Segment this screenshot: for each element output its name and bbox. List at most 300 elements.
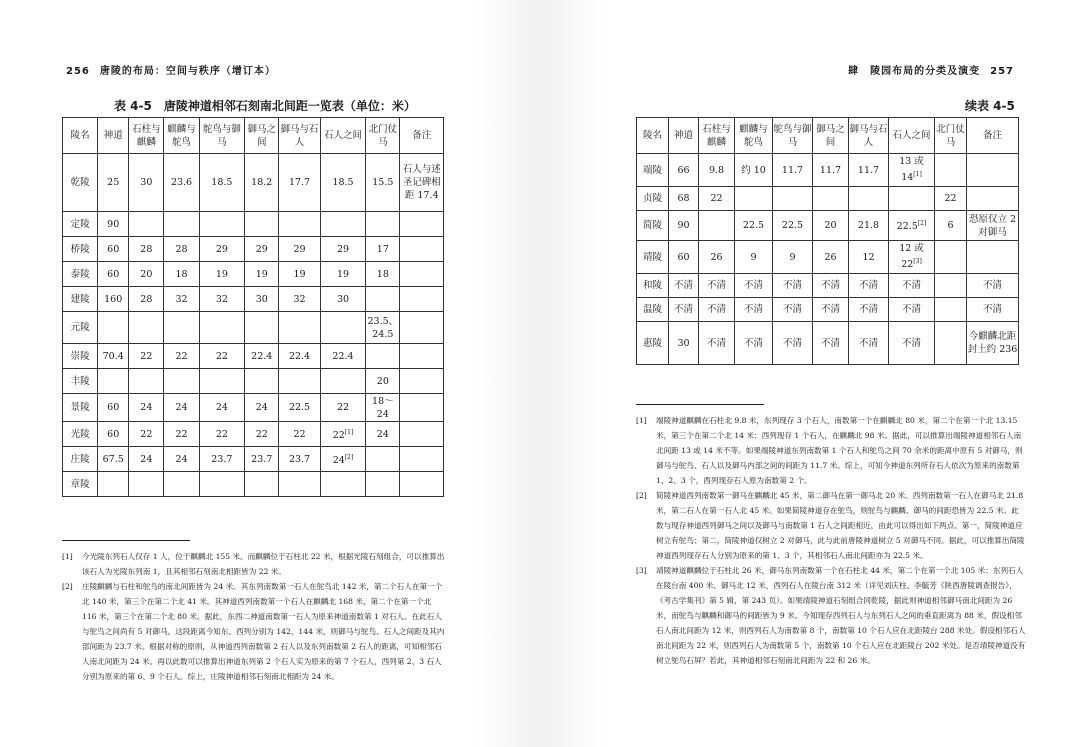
cell-value: 24 (175, 453, 188, 465)
cell-value: 70.4 (102, 350, 124, 362)
table-cell (967, 322, 1019, 365)
table-row (63, 237, 444, 262)
table-cell (164, 212, 199, 237)
cell-value: 60 (107, 268, 120, 280)
table-row (63, 212, 444, 237)
cell-value: 21.8 (857, 220, 880, 231)
table-cell (400, 394, 444, 422)
left-header-text: 唐陵的布局：空间与秩序（增订本） (99, 66, 276, 77)
cell-value: 22 (215, 428, 228, 440)
table-cell (669, 154, 699, 187)
tomb-name-cell (63, 262, 98, 287)
column-header: 神道 (669, 118, 699, 154)
table-cell (199, 344, 245, 369)
table-cell (279, 262, 320, 287)
cell-value: 不清 (820, 280, 840, 291)
table-row (63, 447, 444, 472)
cell-value: 23.5、24.5 (367, 315, 399, 340)
cell-value: 靖陵 (642, 251, 662, 263)
tomb-name-cell (637, 322, 669, 365)
table-cell (366, 344, 400, 369)
cell-value: 不清 (782, 337, 802, 349)
table-row (637, 211, 1019, 241)
cell-value: 不清 (820, 304, 840, 315)
right-page-number: 257 (990, 66, 1014, 77)
cell-value: 160 (104, 293, 123, 305)
continued-table-header-row (637, 118, 1019, 154)
tomb-name-cell (63, 287, 98, 312)
cell-value: 丰陵 (70, 375, 90, 387)
table-cell (320, 447, 366, 472)
footnote (636, 563, 1026, 668)
cell-value: 22 (944, 193, 957, 204)
table-cell (164, 344, 199, 369)
cell-value: 24 (140, 402, 153, 413)
right-page (540, 0, 1080, 747)
cell-value: 22.4 (332, 350, 354, 362)
table-cell (98, 262, 129, 287)
table-row (637, 154, 1019, 187)
table-cell (669, 241, 699, 274)
table-cell (98, 154, 129, 212)
table-cell (164, 472, 199, 497)
cell-value: 30 (336, 293, 350, 305)
table-cell (245, 262, 279, 287)
column-header: 御马之间 (813, 118, 849, 154)
table-cell (245, 447, 279, 472)
cell-value: 30 (255, 293, 268, 305)
table-cell (366, 237, 400, 262)
cell-value: 12 (862, 251, 875, 263)
table-cell (245, 344, 279, 369)
table-cell (98, 422, 129, 447)
table-cell (400, 344, 444, 369)
cell-value: 17 (376, 243, 389, 255)
table-cell (245, 287, 279, 312)
cell-value: 29 (293, 243, 306, 255)
table-cell (669, 322, 699, 365)
table-row (63, 394, 444, 422)
cell-value: 22 (293, 428, 306, 440)
cell-value: 28 (140, 243, 153, 255)
table-cell (164, 369, 199, 394)
cell-value: 25 (107, 177, 120, 188)
table-cell (889, 241, 935, 274)
footnote-ref: [1] (913, 171, 922, 179)
cell-value: 端陵 (642, 164, 662, 176)
table-cell (164, 154, 199, 212)
table-cell (366, 422, 400, 447)
cell-value: 23.7 (211, 453, 233, 465)
table-cell (245, 472, 279, 497)
column-header: 北门仗马 (935, 118, 967, 154)
cell-value: 23.6 (170, 177, 193, 188)
cell-value: 和陵 (642, 280, 662, 291)
tomb-name-cell (637, 298, 669, 322)
left-page-number: 256 (66, 66, 90, 77)
cell-value: 29 (336, 243, 350, 255)
cell-value: 30 (677, 337, 690, 349)
tomb-name-cell (63, 212, 98, 237)
table-cell (935, 154, 967, 187)
table-cell (279, 212, 320, 237)
cell-value: 28 (175, 243, 188, 255)
footnote-text: 端陵神道麒麟在石柱北 9.8 米，东列现存 3 个石人，南数第一个在麒麟北 80 米，第二个在第一个北 13.15 米，第三个在第二个北 14 米；西列现存 1 个石人，在麒麟北 98 米。据此，可以推算出端陵神道相邻石人南北间距 13 或 14 米不等。如果端陵神道东列南数第 1 个石人和鸵鸟之间 70 余米的距离中原有 5 对御马，则御马与鸵鸟、石人以及御马内部之间的间距为 11.7 米。综上，可知今神道东列所存石人依次为原来的南数第 1、2、3 个，西列现存石人原为南数第 2 个。 (656, 416, 1023, 485)
cell-value: 18 (376, 268, 389, 280)
table-cell (699, 211, 735, 241)
table-cell (400, 237, 444, 262)
cell-value: 22 (710, 193, 723, 204)
table-cell (735, 187, 773, 211)
table-row (63, 287, 444, 312)
table-cell (98, 394, 129, 422)
table-cell (813, 241, 849, 274)
cell-value: 67.5 (102, 453, 124, 465)
distance-table (62, 117, 444, 497)
cell-value: 乾陵 (70, 177, 90, 188)
table-cell (849, 322, 889, 365)
cell-value: 20 (824, 220, 837, 231)
cell-value: 18～24 (372, 395, 394, 420)
cell-value: 不清 (743, 280, 763, 291)
table-cell (935, 187, 967, 211)
cell-value: 60 (677, 251, 690, 263)
table-cell (279, 447, 320, 472)
column-header: 石柱与麒麟 (129, 118, 164, 154)
table-cell (669, 274, 699, 298)
table-cell (967, 298, 1019, 322)
cell-value: 11.7 (781, 164, 804, 176)
table-cell (366, 472, 400, 497)
table-cell (98, 237, 129, 262)
table-cell (199, 312, 245, 344)
cell-value: 光陵 (70, 428, 90, 440)
column-header: 陵名 (63, 118, 98, 154)
column-header: 御马与石人 (849, 118, 889, 154)
table-cell (967, 241, 1019, 274)
cell-value: 崇陵 (70, 350, 90, 362)
cell-value: 不清 (782, 280, 802, 291)
footnote-text: 简陵神道西列南数第一御马在麒麟北 45 米，第二御马在第一御马北 20 米。西列南数第一石人在御马北 21.8 米，第二石人在第一石人北 45 米。如果简陵神道存在鸵鸟，则鸵鸟与麒麟、御马的间距恐皆为 22.5 米。此数与现存神道西列御马之间以及御马与南数第 1 石人之间距相近，由此可以得出如下两点。第一，简陵神道应树立有鸵鸟；第二，简陵神道仅树立 2 对御马，此与此前唐陵神道树立 5 对御马不同。据此，可以推算出简陵神道西列现存石人分别为原来的第 1、3 个，其相邻石人南北间距亦为 22.5 米。 (656, 491, 1025, 560)
table-cell (849, 274, 889, 298)
tomb-name-cell (63, 472, 98, 497)
cell-value: 60 (107, 402, 120, 413)
tomb-name-cell (637, 211, 669, 241)
cell-value: 石人与述圣记碑相距 17.4 (402, 164, 441, 201)
cell-value: 18.2 (251, 177, 273, 188)
cell-value: 26 (710, 251, 723, 263)
cell-value: 9.8 (708, 164, 725, 176)
cell-value: 不清 (982, 304, 1002, 315)
table-cell (400, 212, 444, 237)
table-cell (279, 369, 320, 394)
footnote-text: 今光陵东列石人仅存 1 人，位于麒麟北 155 米。而麒麟位于石柱北 22 米，根据光陵石刻组合，可以推算出该石人为光陵东列南 1，且其相邻石刻南北相距皆为 22 米。 (82, 552, 445, 576)
table-cell (245, 369, 279, 394)
column-header: 神道 (98, 118, 129, 154)
footnote (62, 549, 447, 579)
table-cell (849, 298, 889, 322)
table-cell (889, 322, 935, 365)
table-cell (320, 369, 366, 394)
table-cell (400, 262, 444, 287)
table-cell (889, 298, 935, 322)
table-cell (967, 154, 1019, 187)
footnote (62, 579, 447, 684)
cell-value: 不清 (706, 337, 726, 349)
table-cell (320, 422, 366, 447)
cell-value: 32 (175, 293, 188, 305)
table-cell (813, 274, 849, 298)
table-cell (129, 237, 164, 262)
cell-value: 28 (140, 293, 153, 305)
table-cell (735, 154, 773, 187)
table-cell (366, 262, 400, 287)
table-row (63, 262, 444, 287)
cell-value: 不清 (782, 304, 802, 315)
cell-value: 23.7 (251, 453, 273, 465)
table-cell (967, 211, 1019, 241)
footnote-rule (62, 540, 190, 541)
continued-distance-table (636, 117, 1019, 365)
table-cell (773, 274, 813, 298)
tomb-name-cell (637, 241, 669, 274)
column-header: 备注 (400, 118, 444, 154)
footnote-ref: [3] (913, 258, 922, 266)
footnote (636, 488, 1026, 563)
table-cell (366, 312, 400, 344)
cell-value: 60 (107, 428, 120, 440)
table-cell (669, 211, 699, 241)
cell-value: 6 (947, 220, 954, 231)
table-cell (199, 472, 245, 497)
table-cell (279, 422, 320, 447)
cell-value: 不清 (706, 280, 726, 291)
table-cell (245, 312, 279, 344)
cell-value: 24 (255, 402, 268, 413)
cell-value: 24 (140, 453, 153, 465)
cell-value: 22 (140, 350, 153, 362)
cell-value: 19 (293, 268, 306, 280)
cell-value: 今麒麟北距封土约 236 (967, 331, 1018, 355)
table-cell (773, 187, 813, 211)
cell-value: 22 (215, 350, 228, 362)
table-cell (400, 154, 444, 212)
column-header: 鸵鸟与御马 (773, 118, 813, 154)
tomb-name-cell (637, 154, 669, 187)
table-cell (279, 472, 320, 497)
cell-value: 泰陵 (70, 268, 90, 280)
cell-value: 不清 (982, 280, 1002, 291)
table-cell (98, 369, 129, 394)
cell-value: 温陵 (642, 304, 662, 315)
cell-value: 24 (175, 402, 188, 413)
table-cell (199, 237, 245, 262)
table-cell (98, 472, 129, 497)
cell-value: 桥陵 (70, 243, 90, 255)
cell-value: 元陵 (70, 322, 90, 333)
table-cell (773, 241, 813, 274)
cell-value: 不清 (673, 304, 693, 315)
table-row (63, 154, 444, 212)
table-cell (245, 422, 279, 447)
table-cell (889, 187, 935, 211)
table-cell (129, 312, 164, 344)
table-cell (813, 298, 849, 322)
table-cell (813, 322, 849, 365)
table-row (637, 187, 1019, 211)
footnotes (636, 413, 1026, 668)
table-cell (935, 322, 967, 365)
cell-value: 不清 (743, 304, 763, 315)
table-cell (849, 211, 889, 241)
table-cell (279, 394, 320, 422)
table-cell (199, 287, 245, 312)
table-cell (935, 298, 967, 322)
cell-value: 19 (215, 268, 228, 280)
tomb-name-cell (63, 237, 98, 262)
table-cell (320, 262, 366, 287)
table-cell (199, 394, 245, 422)
table-cell (199, 154, 245, 212)
table-cell (669, 187, 699, 211)
column-header: 石柱与麒麟 (699, 118, 735, 154)
table-cell (129, 369, 164, 394)
cell-value: 22.5 (288, 402, 311, 413)
table-cell (129, 422, 164, 447)
column-header: 备注 (967, 118, 1019, 154)
cell-value: 19 (255, 268, 268, 280)
table-row (637, 274, 1019, 298)
table-row (637, 322, 1019, 365)
table-cell (129, 154, 164, 212)
cell-value: 惠陵 (642, 337, 662, 349)
cell-value: 贞陵 (642, 193, 662, 204)
cell-value: 13 或 14 (899, 156, 924, 184)
table-cell (245, 154, 279, 212)
cell-value: 不清 (901, 280, 921, 291)
table-cell (129, 394, 164, 422)
column-header: 御马与石人 (279, 118, 320, 154)
table-cell (129, 344, 164, 369)
table-cell (935, 274, 967, 298)
table-cell (400, 369, 444, 394)
table-cell (699, 298, 735, 322)
cell-value: 90 (107, 218, 120, 230)
cell-value: 不清 (706, 304, 726, 315)
table-cell (773, 211, 813, 241)
table-cell (98, 212, 129, 237)
cell-value: 不清 (858, 337, 878, 349)
table-cell (735, 241, 773, 274)
table-cell (279, 344, 320, 369)
right-header-text: 肆 陵园布局的分类及演变 (848, 66, 981, 77)
table-cell (199, 212, 245, 237)
table-cell (164, 447, 199, 472)
cell-value: 景陵 (70, 402, 90, 413)
table-cell (320, 472, 366, 497)
table-cell (366, 394, 400, 422)
tomb-name-cell (63, 447, 98, 472)
cell-value: 庄陵 (70, 453, 90, 465)
column-header: 北门仗马 (366, 118, 400, 154)
cell-value: 26 (824, 251, 837, 263)
cell-value: 66 (677, 164, 690, 176)
column-header: 石人之间 (320, 118, 366, 154)
table-cell (889, 154, 935, 187)
column-header: 石人之间 (889, 118, 935, 154)
table-cell (129, 262, 164, 287)
footnote-ref: [2] (917, 220, 927, 228)
cell-value: 20 (140, 268, 153, 280)
table-cell (320, 344, 366, 369)
table-cell (366, 369, 400, 394)
table-header-row (63, 118, 444, 154)
cell-value: 不清 (901, 337, 921, 349)
table-cell (699, 322, 735, 365)
table-cell (735, 322, 773, 365)
table-title: 表 4-5 唐陵神道相邻石刻南北间距一览表（单位：米） (114, 99, 416, 113)
table-cell (967, 187, 1019, 211)
cell-value: 简陵 (642, 220, 662, 231)
table-cell (366, 447, 400, 472)
table-cell (849, 187, 889, 211)
column-header: 陵名 (637, 118, 669, 154)
table-row (63, 369, 444, 394)
table-cell (813, 154, 849, 187)
table-cell (400, 447, 444, 472)
table-cell (699, 274, 735, 298)
cell-value: 15.5 (372, 177, 394, 188)
cell-value: 24 (376, 428, 389, 440)
table-cell (849, 154, 889, 187)
cell-value: 18 (175, 268, 188, 280)
tomb-name-cell (63, 154, 98, 212)
cell-value: 18.5 (332, 177, 354, 188)
table-cell (699, 154, 735, 187)
table-cell (164, 422, 199, 447)
table-cell (129, 212, 164, 237)
table-cell (279, 312, 320, 344)
table-cell (699, 241, 735, 274)
cell-value: 不清 (858, 280, 878, 291)
cell-value: 22 (336, 402, 350, 413)
column-header: 麒麟与鸵鸟 (735, 118, 773, 154)
table-cell (320, 154, 366, 212)
cell-value: 定陵 (70, 218, 90, 230)
cell-value: 不清 (673, 280, 693, 291)
cell-value: 22 (175, 350, 188, 362)
cell-value: 12 或 22 (899, 243, 924, 271)
table-cell (129, 472, 164, 497)
table-cell (366, 154, 400, 212)
cell-value: 29 (255, 243, 268, 255)
tomb-name-cell (63, 369, 98, 394)
cell-value: 20 (376, 375, 389, 387)
footnote-ref: [2] (344, 453, 354, 461)
left-running-header (56, 62, 276, 77)
tomb-name-cell (637, 274, 669, 298)
footnote-text: 靖陵神道麒麟位于石柱北 26 米，御马东列南数第一个在石柱北 44 米，第二个在第一个北 105 米；东列石人在陵台南 400 米、御马北 12 米，西列石人在陵台南 312 米（详见刘庆柱、李毓芳《陕西唐陵调查报告》，《考古学集刊》第 5 辑，第 243 页）。如果靖陵神道石刻组合同乾陵，据此则神道相邻御马南北间距为 26 米，而鸵鸟与麒麟和御马的间距皆为 9 米。今知现存西列石人与东列石人之间的垂直距离为 88 米，假设相邻石人南北间距为 12 米，则西列石人为南数第 8 个，南数第 10 个石人应在北距陵台 288 米处。假设相邻石人南北间距为 22 米，则西列石人为南数第 5 个，南数第 10 个石人应在北距陵台 202 米处。是否靖陵神道没有树立鸵鸟石屏？若此，其神道相邻石刻南北间距为 22 和 26 米。 (656, 566, 1026, 665)
cell-value: 32 (293, 293, 306, 305)
tomb-name-cell (63, 344, 98, 369)
table-cell (245, 394, 279, 422)
footnote-mark: [1] (636, 416, 647, 425)
cell-value: 约 10 (741, 164, 766, 176)
cell-value: 不清 (858, 304, 878, 315)
table-cell (773, 298, 813, 322)
table-cell (366, 287, 400, 312)
cell-value: 60 (107, 243, 120, 255)
